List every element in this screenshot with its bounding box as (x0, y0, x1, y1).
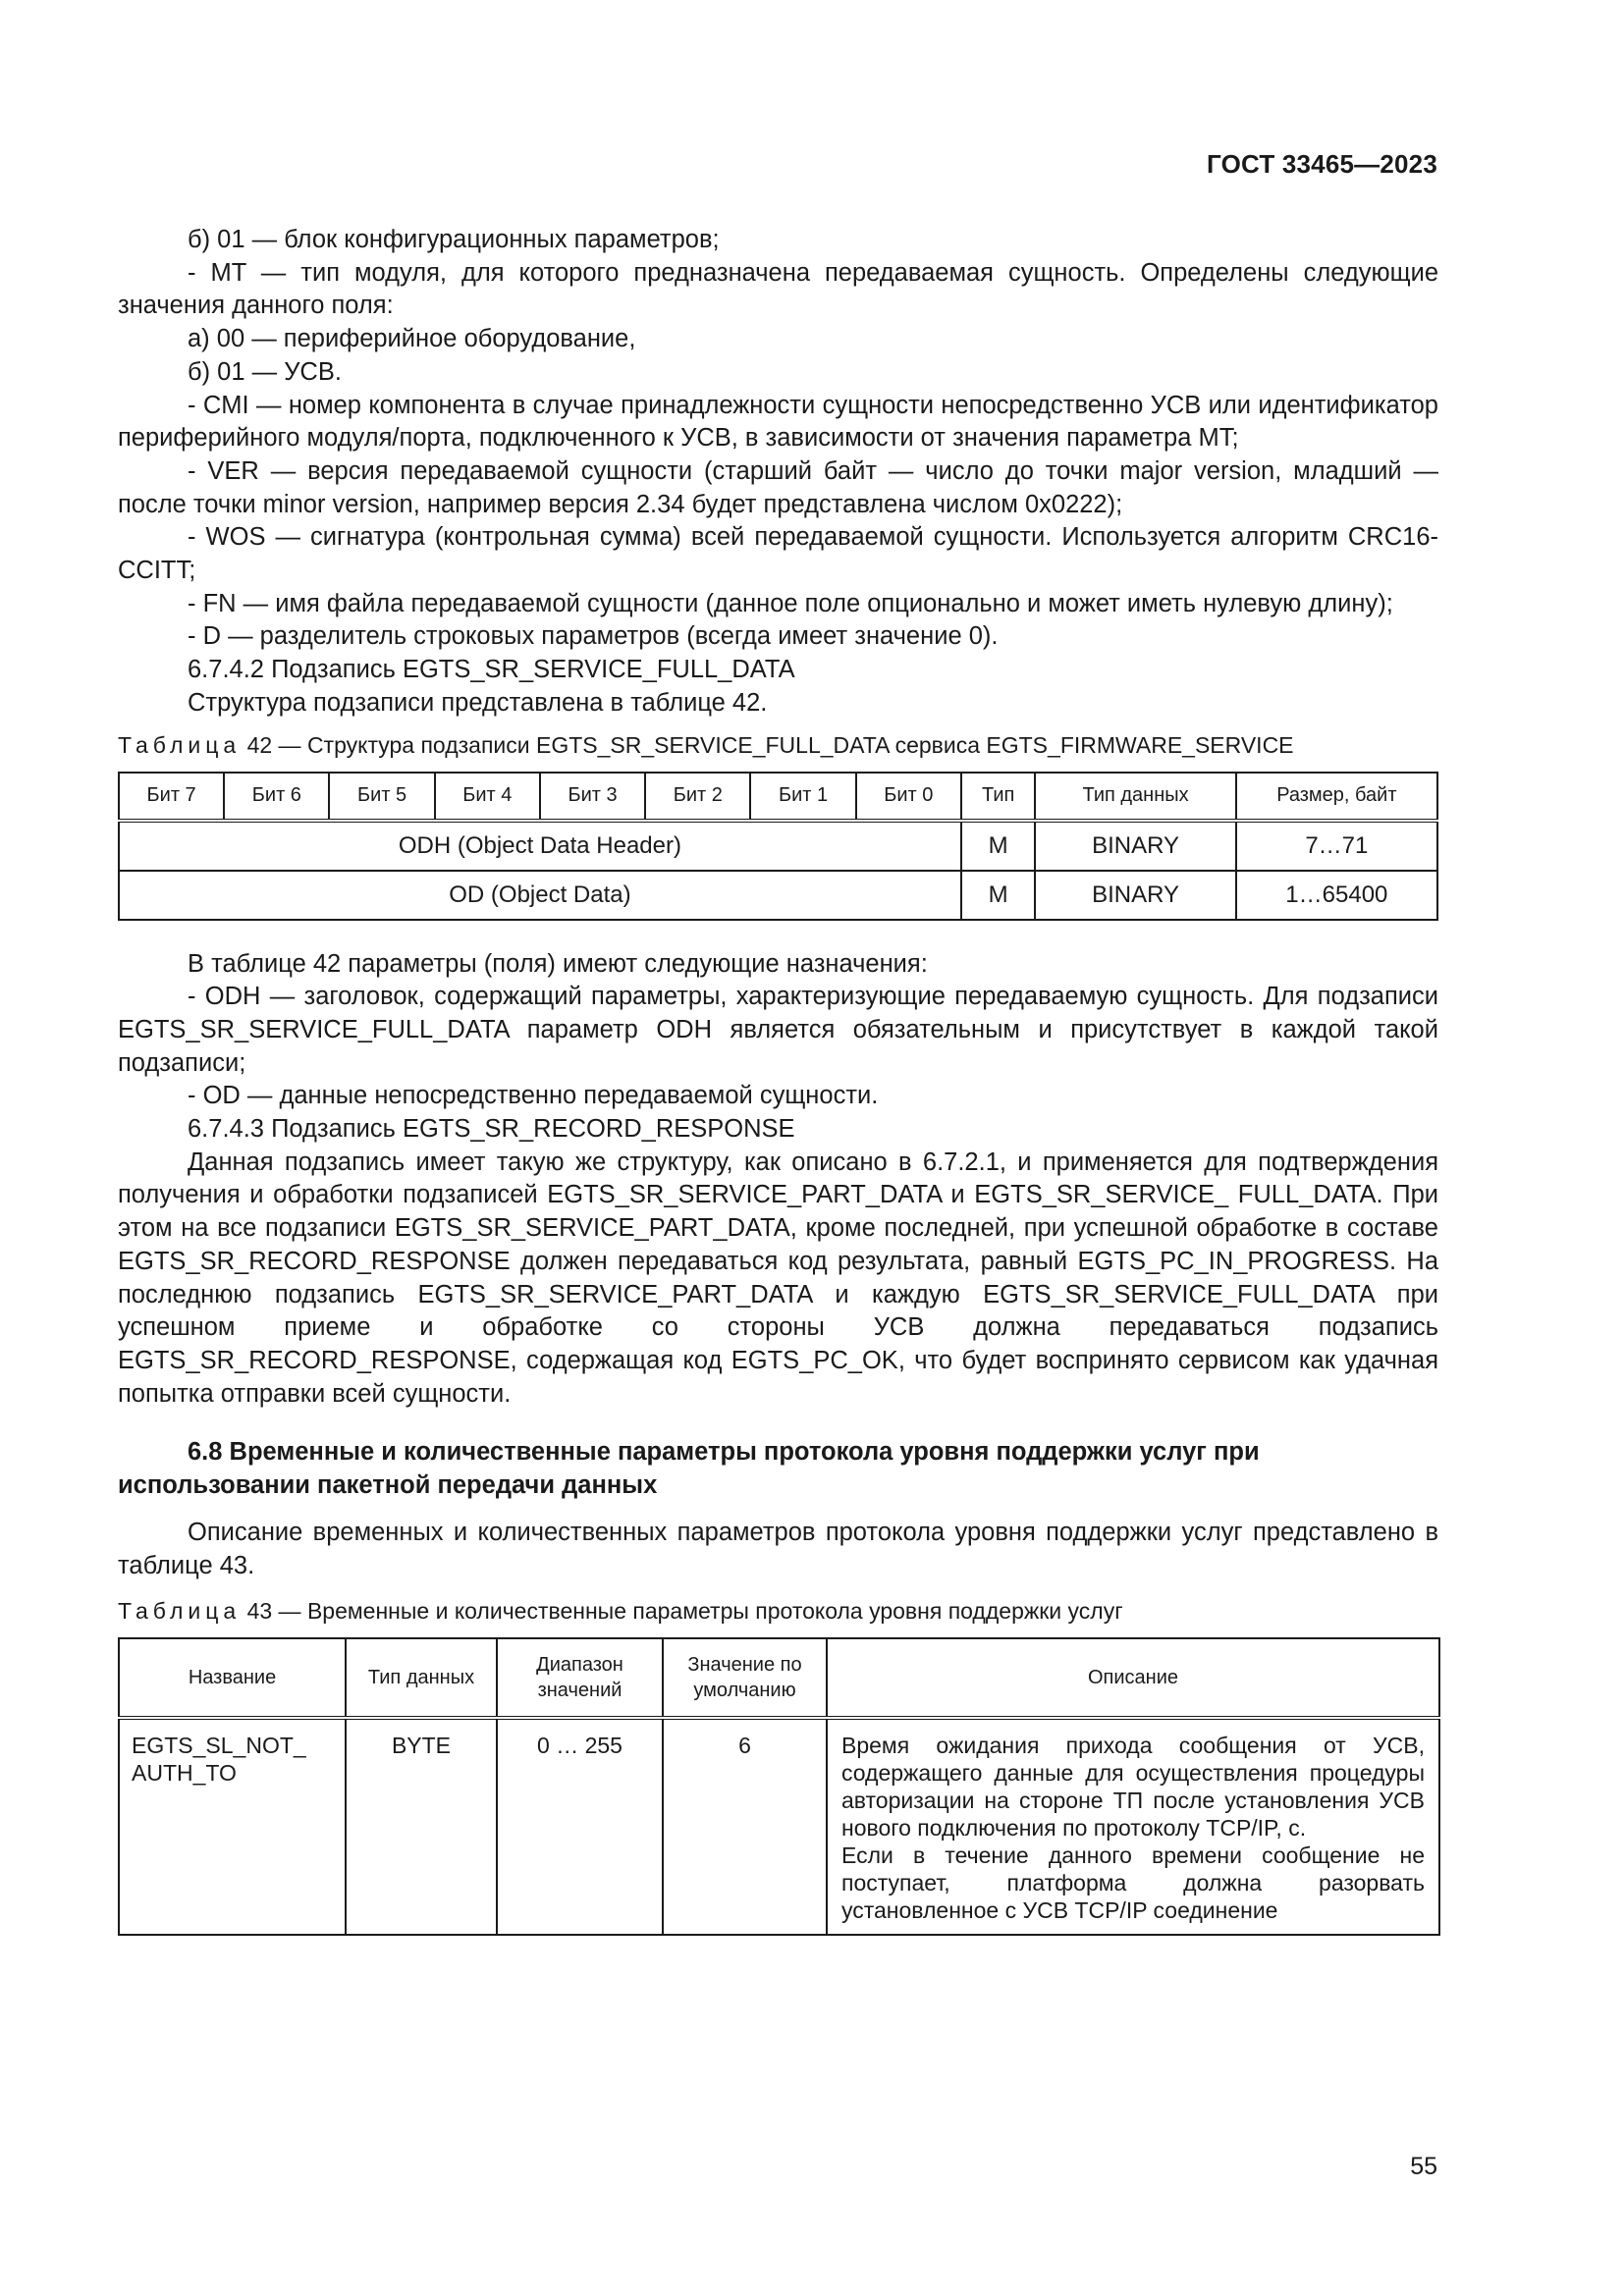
table-caption-text: 43 — Временные и количественные параметры протокола уровня поддержки услуг (246, 1598, 1123, 1625)
table-42 (118, 772, 1438, 921)
page-content (118, 224, 1438, 1936)
paragraph: - FN — имя файла передаваемой сущности (данное поле опционально и может иметь нулевую длину); (188, 589, 1393, 617)
table-header-cell: Описание (827, 1638, 1439, 1718)
table-cell-data-type: BINARY (1035, 821, 1235, 871)
table-cell-data-type: BINARY (1035, 871, 1235, 920)
paragraph: - OD — данные непосредственно передаваемой сущности. (188, 1082, 879, 1110)
table-row (119, 1718, 1439, 1935)
section-heading: 6.8 Временные и количественные параметры протокола уровня поддержки услуг при использовании пакетной передачи данных (118, 1438, 1260, 1500)
table-header-cell: Диапазон значений (497, 1638, 663, 1718)
table-header-cell: Бит 0 (856, 773, 961, 821)
table-header-cell: Название (119, 1638, 346, 1718)
table-caption-label: Таблица (118, 731, 242, 758)
paragraph: Описание временных и количественных параметров протокола уровня поддержки услуг представлено в таблице 43. (118, 1518, 1438, 1579)
paragraph: - MT — тип модуля, для которого предназначена передаваемая сущность. Определены следующие значения данного поля: (118, 258, 1438, 320)
table-cell-name: EGTS_SL_NOT_ AUTH_TO (119, 1718, 346, 1935)
table-header-cell: Бит 3 (540, 773, 645, 821)
page-number: 55 (1410, 2153, 1437, 2180)
table-header-cell: Бит 5 (329, 773, 434, 821)
table-cell-description (827, 1718, 1439, 1935)
paragraph: а) 00 — периферийное оборудование, (188, 325, 636, 353)
table-header-cell: Тип данных (346, 1638, 497, 1718)
paragraph: - VER — версия передаваемой сущности (старший байт — число до точки major version, младший — после точки minor version, например версия 2.34 будет представлена числом 0x0222); (118, 456, 1438, 518)
paragraph: б) 01 — УСВ. (188, 357, 342, 386)
table-cell-type: M (961, 871, 1036, 920)
table-42-caption (118, 730, 1438, 760)
table-cell-data-type: BYTE (346, 1718, 497, 1935)
paragraph: - CMI — номер компонента в случае принадлежности сущности непосредственно УСВ или идентификатор периферийного модуля/порта, подключенного к УСВ, в зависимости от значения параметра MT; (118, 391, 1438, 453)
table-43 (118, 1637, 1440, 1936)
table-header-cell: Значение по умолчанию (663, 1638, 827, 1718)
table-caption-label: Таблица (118, 1598, 242, 1625)
description-text: Если в течение данного времени сообщение не поступает, платформа должна разорвать установленное с УСВ TCP/IP соединение (841, 1842, 1425, 1924)
table-cell-size: 7…71 (1236, 821, 1437, 871)
document-standard-header: ГОСТ 33465—2023 (1207, 149, 1437, 179)
table-header-cell: Бит 1 (750, 773, 855, 821)
table-header-cell: Тип (961, 773, 1036, 821)
table-cell-field: OD (Object Data) (119, 871, 961, 920)
table-cell-size: 1…65400 (1236, 871, 1437, 920)
table-row (119, 871, 1437, 920)
paragraph: б) 01 — блок конфигурационных параметров; (188, 226, 720, 253)
table-header-cell: Тип данных (1035, 773, 1235, 821)
paragraph: В таблице 42 параметры (поля) имеют следующие назначения: (188, 949, 928, 978)
table-cell-type: M (961, 821, 1036, 871)
subsection-title: 6.7.4.3 Подзапись EGTS_SR_RECORD_RESPONSE (188, 1115, 795, 1144)
table-header-cell: Бит 4 (435, 773, 540, 821)
table-cell-default: 6 (663, 1718, 827, 1935)
table-header-cell: Бит 6 (224, 773, 329, 821)
description-text: Время ожидания прихода сообщения от УСВ, содержащего данные для осуществления процедуры авторизации на стороне ТП после установления УСВ нового подключения по протоколу TCP/IP, с. (841, 1733, 1425, 1842)
table-cell-field: ODH (Object Data Header) (119, 821, 961, 871)
table-header-row (119, 773, 1437, 821)
table-cell-range: 0 … 255 (497, 1718, 663, 1935)
table-caption-text: 42 — Структура подзаписи EGTS_SR_SERVICE_FULL_DATA сервиса EGTS_FIRMWARE_SERVICE (246, 731, 1294, 758)
table-43-caption (118, 1596, 1438, 1626)
paragraph: - ODH — заголовок, содержащий параметры, характеризующие передаваемую сущность. Для подзаписи EGTS_SR_SERVICE_FULL_DATA параметр ODH является обязательным и присутствует в каждой такой подзаписи; (118, 983, 1438, 1077)
table-header-cell: Размер, байт (1236, 773, 1437, 821)
table-row (119, 821, 1437, 871)
table-header-cell: Бит 7 (119, 773, 224, 821)
table-header-cell: Бит 2 (645, 773, 750, 821)
subsection-title: 6.7.4.2 Подзапись EGTS_SR_SERVICE_FULL_DATA (188, 656, 795, 684)
paragraph: - D — разделитель строковых параметров (всегда имеет значение 0). (188, 622, 999, 651)
paragraph: - WOS — сигнатура (контрольная сумма) всей передаваемой сущности. Используется алгоритм CRC16-CCITT; (118, 523, 1438, 585)
table-header-row (119, 1638, 1439, 1718)
paragraph: Данная подзапись имеет такую же структуру, как описано в 6.7.2.1, и применяется для подтверждения получения и обработки подзаписей EGTS_SR_SERVICE_PART_DATA и EGTS_SR_SERVICE_ FULL_DATA. При этом на все подзаписи EGTS_SR_SERVICE_PART_DATA, кроме последней, при успешной обработке в составе EGTS_SR_RECORD_RESPONSE должен передаваться код результата, равный EGTS_PC_IN_PROGRESS. На последнюю подзапись EGTS_SR_SERVICE_PART_DATA и каждую EGTS_SR_SERVICE_FULL_DATA при успешном приеме и обработке со стороны УСВ должна передаваться подзапись EGTS_SR_RECORD_RESPONSE, содержащая код EGTS_PC_OK, что будет воспринято сервисом как удачная попытка отправки всей сущности. (118, 1148, 1438, 1408)
paragraph: Структура подзаписи представлена в таблице 42. (188, 688, 768, 717)
